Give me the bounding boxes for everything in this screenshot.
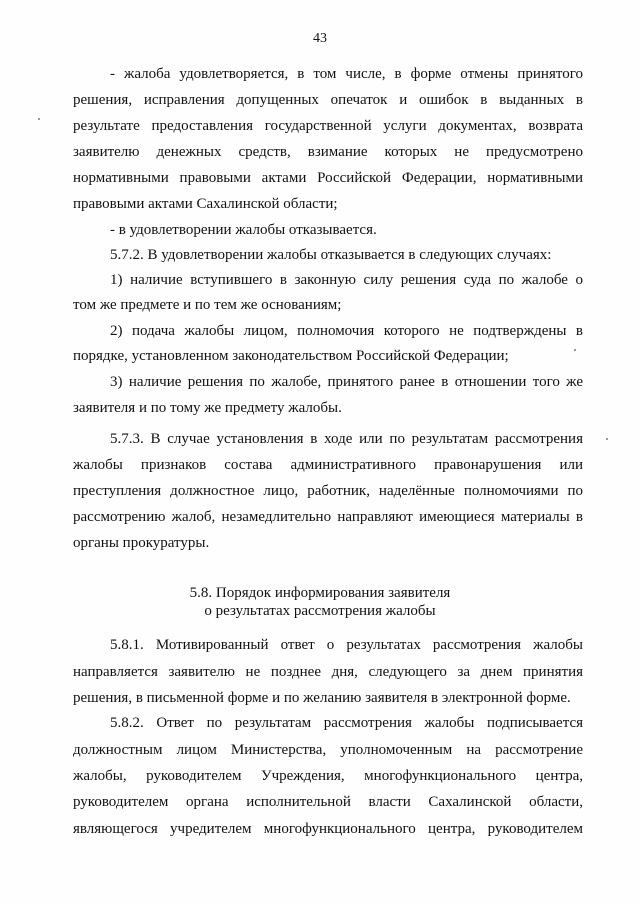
text-line: 5.8.2. Ответ по результатам рассмотрения жалобы подписывается [110, 715, 583, 731]
scan-speck [38, 118, 40, 120]
text-line: 5.8.1. Мотивированный ответ о результатах рассмотрения жалобы [110, 637, 583, 653]
text-line: заявителя и по тому же предмету жалобы. [73, 400, 342, 416]
text-line: 5.7.3. В случае установления в ходе или по результатам рассмотрения [110, 431, 583, 447]
text-line: - в удовлетворении жалобы отказывается. [110, 222, 377, 238]
text-line: 3) наличие решения по жалобе, принятого ранее в отношении того же [110, 374, 583, 390]
text-line: рассмотрению жалоб, незамедлительно направляют имеющиеся материалы в [73, 509, 583, 525]
text-line: результате предоставления государственной услуги документах, возврата [73, 118, 583, 134]
scan-speck [606, 438, 608, 440]
text-line: том же предмете и по тем же основаниям; [73, 297, 342, 313]
section-heading: о результатах рассмотрения жалобы [204, 603, 436, 619]
text-line: - жалоба удовлетворяется, в том числе, в форме отмены принятого [110, 66, 583, 82]
text-line: органы прокуратуры. [73, 535, 210, 551]
text-line: заявителю денежных средств, взимание которых не предусмотрено [73, 144, 583, 160]
section-heading: 5.8. Порядок информирования заявителя [189, 585, 451, 601]
page-number: 43 [313, 31, 327, 46]
text-line: порядке, установленном законодательством Российской Федерации; [73, 348, 509, 364]
text-line: должностным лицом Министерства, уполномоченным на рассмотрение [73, 742, 583, 758]
text-line: направляется заявителю не позднее дня, следующего за днем принятия [73, 664, 583, 680]
text-line: 1) наличие вступившего в законную силу решения суда по жалобе о [110, 272, 583, 288]
scan-speck [574, 349, 576, 351]
text-line: 5.7.2. В удовлетворении жалобы отказывается в следующих случаях: [110, 247, 552, 263]
text-line: жалобы, руководителем Учреждения, многофункционального центра, [73, 768, 583, 784]
text-line: решения, в письменной форме и по желанию заявителя в электронной форме. [73, 690, 571, 706]
text-line: руководителем органа исполнительной власти Сахалинской области, [73, 794, 583, 810]
text-line: являющегося учредителем многофункционального центра, руководителем [73, 821, 583, 837]
text-line: нормативными правовыми актами Российской Федерации, нормативными [73, 170, 583, 186]
text-line: решения, исправления допущенных опечаток и ошибок в выданных в [73, 92, 583, 108]
text-line: правовыми актами Сахалинской области; [73, 196, 338, 212]
text-line: 2) подача жалобы лицом, полномочия которого не подтверждены в [110, 323, 583, 339]
text-line: преступления должностное лицо, работник, наделённые полномочиями по [73, 483, 583, 499]
text-line: жалобы признаков состава административного правонарушения или [73, 457, 583, 473]
